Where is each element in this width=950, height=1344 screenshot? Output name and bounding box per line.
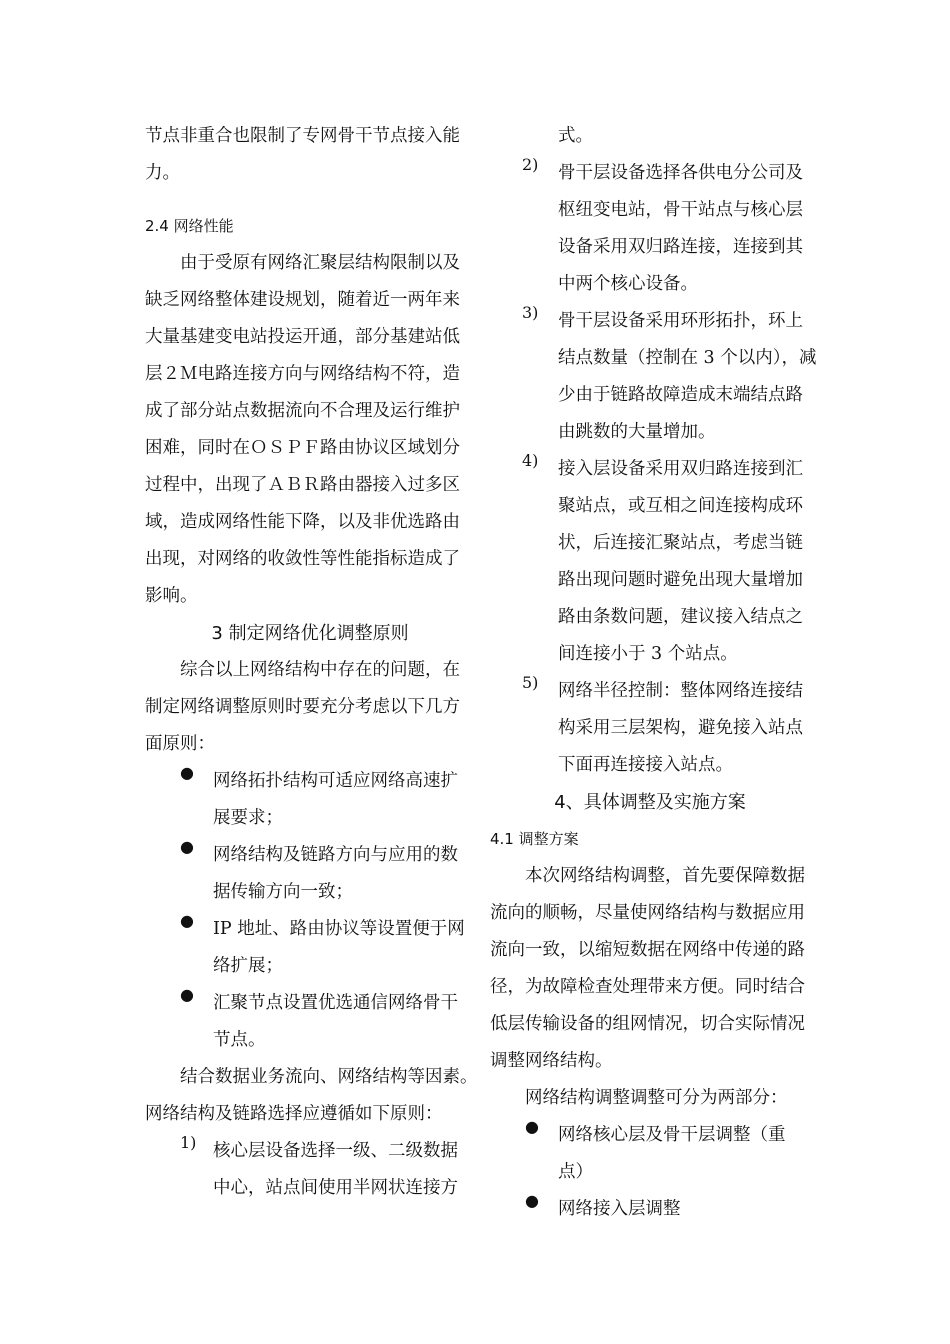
- text-line: 聚站点，或互相之间连接构成环: [558, 496, 803, 516]
- bullet-icon: ●: [180, 837, 194, 856]
- text-line: 核心层设备选择一级、二级数据: [213, 1141, 458, 1161]
- text-line: 枢纽变电站，骨干站点与核心层: [558, 200, 803, 220]
- text-line: 状，后连接汇聚站点，考虑当链: [558, 533, 803, 553]
- text-line: 结合数据业务流向、网络结构等因素。: [180, 1067, 478, 1087]
- text-line: 力。: [145, 163, 180, 183]
- item-number: 3): [522, 303, 539, 322]
- text-line: 面原则：: [145, 734, 215, 754]
- numbered-item: [490, 303, 817, 451]
- text-line: 本次网络结构调整，首先要保障数据: [525, 866, 805, 886]
- bullet-icon: ●: [525, 1117, 539, 1136]
- bullet-icon: ●: [180, 985, 194, 1004]
- text-line: 间连接小于 3 个站点。: [558, 644, 738, 664]
- text-line: 下面再连接接入站点。: [558, 755, 733, 775]
- text-line: 流向的顺畅，尽量使网络结构与数据应用: [490, 903, 805, 923]
- section-heading-4: 4、具体调整及实施方案: [554, 792, 746, 813]
- text-line: 综合以上网络结构中存在的问题，在: [180, 660, 460, 680]
- numbered-item-continued: [490, 118, 810, 155]
- text-line: 骨干层设备选择各供电分公司及: [558, 163, 803, 183]
- numbered-item: [145, 1133, 475, 1207]
- text-line: 径，为故障检查处理带来方便。同时结合: [490, 977, 805, 997]
- bullet-icon: ●: [525, 1191, 539, 1210]
- text-line: 结点数量（控制在 3 个以内），减: [558, 348, 817, 368]
- text-line: 流向一致，以缩短数据在网络中传递的路: [490, 940, 805, 960]
- text-line: 域，造成网络性能下降，以及非优选路由: [145, 512, 460, 532]
- text-line: 少由于链路故障造成末端结点路: [558, 385, 803, 405]
- text-line: 构采用三层架构，避免接入站点: [558, 718, 803, 738]
- item-number: 2): [522, 155, 539, 174]
- text-line: 据传输方向一致；: [213, 882, 353, 902]
- text-line: 式。: [558, 126, 593, 146]
- list-item: [145, 911, 475, 985]
- text-line: 展要求；: [213, 808, 283, 828]
- item-number: 5): [522, 673, 539, 692]
- text-line: 低层传输设备的组网情况，切合实际情况: [490, 1014, 805, 1034]
- text-line: 点）: [558, 1162, 593, 1182]
- text-line: 制定网络调整原则时要充分考虑以下几方: [145, 697, 460, 717]
- section-heading-4-1: 4.1 调整方案: [490, 830, 579, 848]
- text-line: 节点。: [213, 1030, 266, 1050]
- list-item: [145, 763, 475, 837]
- text-line: 骨干层设备采用环形拓扑，环上: [558, 311, 803, 331]
- text-line: 汇聚节点设置优选通信网络骨干: [213, 993, 458, 1013]
- item-number: 1): [180, 1133, 197, 1152]
- text-line: 设备采用双归路连接，连接到其: [558, 237, 803, 257]
- text-line: 路由条数问题，建议接入结点之: [558, 607, 803, 627]
- text-line: 调整网络结构。: [490, 1051, 613, 1071]
- text-line: 影响。: [145, 586, 198, 606]
- item-number: 4): [522, 451, 539, 470]
- text-line: 接入层设备采用双归路连接到汇: [558, 459, 803, 479]
- text-line: 节点非重合也限制了专网骨干节点接入能: [145, 126, 460, 146]
- numbered-item: [490, 155, 810, 303]
- section-heading-3: 3 制定网络优化调整原则: [211, 623, 409, 644]
- text-line: 网络结构及链路方向与应用的数: [213, 845, 458, 865]
- text-line: 由于受原有网络汇聚层结构限制以及: [180, 253, 460, 273]
- text-line: 大量基建变电站投运开通，部分基建站低: [145, 327, 460, 347]
- text-line: 网络半径控制：整体网络连接结: [558, 681, 803, 701]
- text-line: IP 地址、路由协议等设置便于网: [213, 919, 465, 939]
- text-line: 成了部分站点数据流向不合理及运行维护: [145, 401, 460, 421]
- list-item: [490, 1117, 810, 1191]
- numbered-item: [490, 673, 810, 784]
- text-line: 络扩展；: [213, 956, 283, 976]
- list-item: [145, 985, 475, 1059]
- right-column: [490, 118, 817, 1228]
- text-line: 网络接入层调整: [558, 1199, 681, 1219]
- text-line: 中两个核心设备。: [558, 274, 698, 294]
- bullet-icon: ●: [180, 911, 194, 930]
- text-line: 网络结构调整调整可分为两部分：: [525, 1088, 788, 1108]
- text-line: 出现，对网络的收敛性等性能指标造成了: [145, 549, 460, 569]
- text-line: 过程中，出现了ＡＢＲ路由器接入过多区: [145, 475, 460, 495]
- text-line: 层２Ｍ电路连接方向与网络结构不符，造: [145, 364, 460, 384]
- text-line: 中心，站点间使用半网状连接方: [213, 1178, 458, 1198]
- text-line: 困难，同时在ＯＳＰＦ路由协议区域划分: [145, 438, 460, 458]
- left-column: [145, 118, 478, 1207]
- list-item: [145, 837, 475, 911]
- text-line: 路出现问题时避免出现大量增加: [558, 570, 803, 590]
- numbered-item: [490, 451, 810, 673]
- text-line: 由跳数的大量增加。: [558, 422, 716, 442]
- list-item: [490, 1191, 810, 1228]
- text-line: 网络结构及链路选择应遵循如下原则：: [145, 1104, 443, 1124]
- text-line: 缺乏网络整体建设规划，随着近一两年来: [145, 290, 460, 310]
- section-heading-2-4: 2.4 网络性能: [145, 217, 234, 235]
- text-line: 网络拓扑结构可适应网络高速扩: [213, 771, 458, 791]
- bullet-icon: ●: [180, 763, 194, 782]
- text-line: 网络核心层及骨干层调整（重: [558, 1125, 786, 1145]
